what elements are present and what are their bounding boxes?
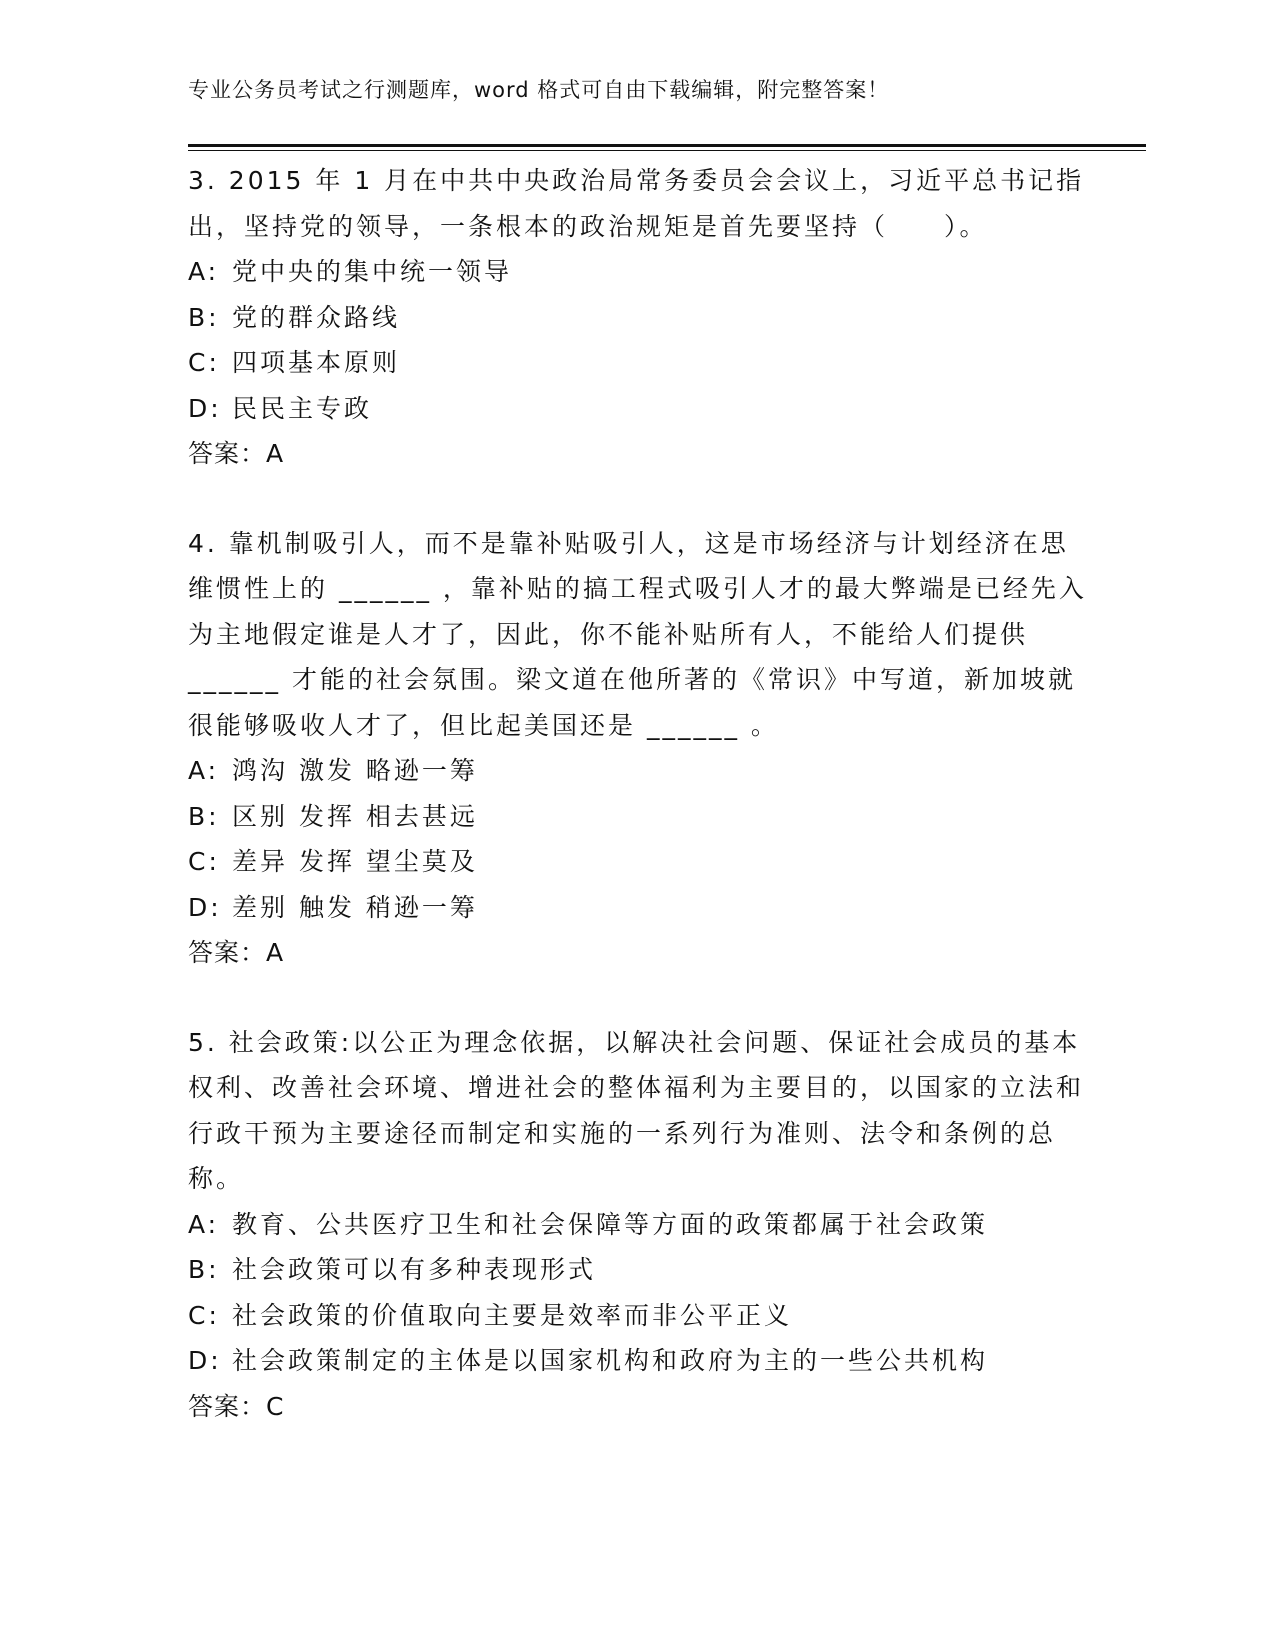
option-letter: B:	[188, 801, 220, 831]
question-stem: 5. 社会政策:以公正为理念依据，以解决社会问题、保证社会成员的基本权利、改善社会环境、增进社会的整体福利为主要目的，以国家的立法和行政干预为主要途径而制定和实施的一系列行为准则、法令和条例的总称。	[188, 1027, 1085, 1193]
option-text: 差异 发挥 望尘莫及	[232, 847, 478, 876]
option-text: 鸿沟 激发 略逊一筹	[232, 756, 478, 785]
option-letter: B:	[188, 302, 220, 332]
option-text: 差别 触发 稍逊一筹	[232, 892, 478, 922]
option-text: 社会政策可以有多种表现形式	[232, 1255, 597, 1284]
option-letter: B:	[188, 1255, 220, 1284]
option-a	[188, 249, 1088, 295]
option-letter: A:	[188, 257, 220, 286]
option-letter: D:	[188, 892, 222, 922]
option-b	[188, 295, 1088, 341]
header-rule-thin	[188, 150, 1146, 151]
option-text: 社会政策制定的主体是以国家机构和政府为主的一些公共机构	[232, 1346, 989, 1375]
answer-line: 答案：A	[188, 938, 285, 967]
option-letter: C:	[188, 1300, 220, 1330]
option-d	[188, 1338, 1088, 1384]
option-c	[188, 839, 1088, 885]
option-text: 社会政策的价值取向主要是效率而非公平正义	[232, 1300, 793, 1330]
option-text: 党的群众路线	[232, 302, 401, 332]
option-letter: D:	[188, 393, 222, 423]
answer-line: 答案：C	[188, 1391, 285, 1421]
option-letter: C:	[188, 348, 220, 377]
question-3	[188, 158, 1088, 477]
option-a	[188, 1202, 1088, 1248]
option-c	[188, 1293, 1088, 1339]
option-letter: C:	[188, 847, 220, 876]
option-letter: D:	[188, 1346, 222, 1375]
option-text: 民民主专政	[232, 393, 373, 423]
option-d	[188, 386, 1088, 432]
question-stem: 3. 2015 年 1 月在中共中央政治局常务委员会会议上，习近平总书记指出，坚持党的领导，一条根本的政治规矩是首先要坚持（ ）。	[188, 166, 1085, 241]
option-b	[188, 1247, 1088, 1293]
question-4	[188, 521, 1088, 976]
option-b	[188, 794, 1088, 840]
option-letter: A:	[188, 756, 220, 785]
option-text: 教育、公共医疗卫生和社会保障等方面的政策都属于社会政策	[232, 1209, 989, 1239]
answer-line: 答案：A	[188, 439, 285, 468]
option-d	[188, 885, 1088, 931]
question-5	[188, 1020, 1088, 1430]
option-text: 区别 发挥 相去甚远	[232, 801, 478, 831]
question-list	[188, 158, 1088, 1429]
option-a	[188, 748, 1088, 794]
option-text: 党中央的集中统一领导	[232, 257, 513, 286]
option-text: 四项基本原则	[232, 348, 401, 377]
option-c	[188, 340, 1088, 386]
question-stem: 4. 靠机制吸引人，而不是靠补贴吸引人，这是市场经济与计划经济在思维惯性上的 ______ ，靠补贴的搞工程式吸引人才的最大弊端是已经先入为主地假定谁是人才了，因此，你不能补贴所有人，不能给人们提供 ______ 才能的社会氛围。梁文道在他所著的《常识》中写道，新加坡就很能够吸收人才了，但比起美国还是 ______ 。	[188, 528, 1087, 740]
page-header: 专业公务员考试之行测题库，word 格式可自由下载编辑，附完整答案！	[188, 78, 890, 102]
header-rule-thick	[188, 144, 1146, 147]
option-letter: A:	[188, 1209, 220, 1239]
